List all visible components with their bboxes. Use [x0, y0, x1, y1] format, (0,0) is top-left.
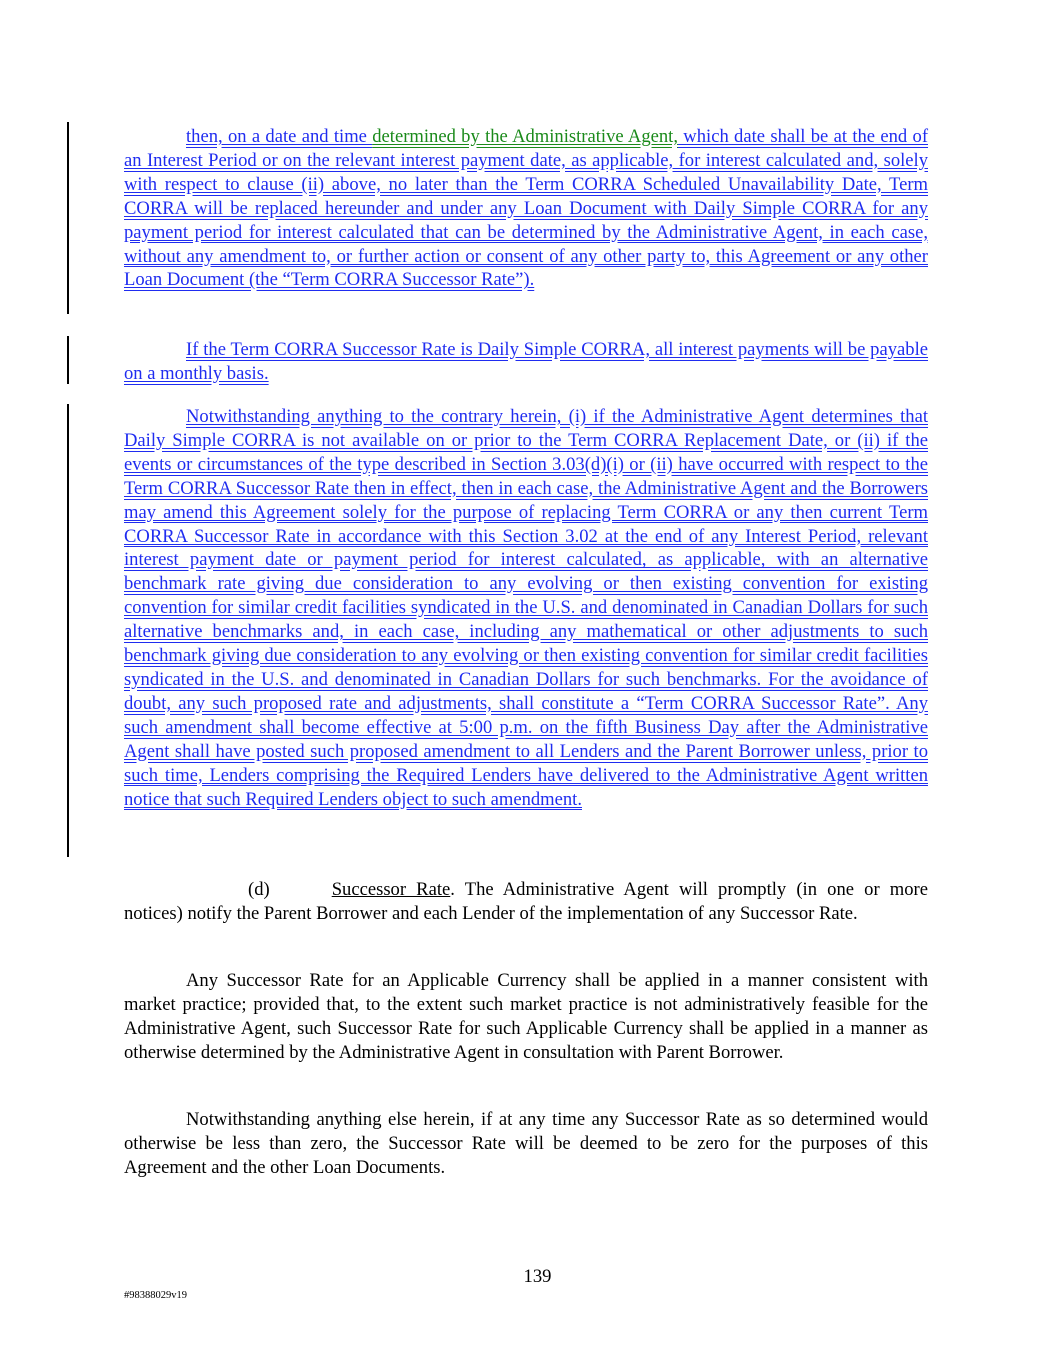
change-bar — [67, 122, 69, 314]
paragraph-monthly-payments — [124, 338, 928, 386]
change-bar — [67, 336, 69, 384]
inserted-text: If the Term CORRA Successor Rate is Daily Simple CORRA, all interest payments will be payable on a monthly basis. — [124, 339, 928, 384]
inserted-text: then, on a date and time — [186, 126, 373, 147]
paragraph-applicable-currency — [124, 969, 928, 1065]
change-bar — [67, 404, 69, 857]
paragraph-zero-floor — [124, 1108, 928, 1180]
paragraph-text: Notwithstanding anything else herein, if at any time any Successor Rate as so determined would otherwise be less than zero, the Successor Rate will be deemed to be zero for the purposes of this Agreement and the other Loan Documents. — [124, 1109, 928, 1178]
paragraph-text: Any Successor Rate for an Applicable Currency shall be applied in a manner consistent with market practice; provided that, to the extent such market practice is not administratively feasible for the Administrative Agent, such Successor Rate for such Applicable Currency shall be applied in a manner as otherwise determined by the Administrative Agent in consultation with Parent Borrower. — [124, 970, 928, 1063]
moved-text: determined by the Administrative Agent, — [372, 126, 678, 147]
clause-label: (d) — [248, 879, 270, 900]
paragraph-successor-rate — [124, 878, 928, 926]
document-id: #98388029v19 — [124, 1290, 187, 1301]
page-number: 139 — [523, 1266, 552, 1287]
paragraph-notwithstanding-amendment — [124, 405, 928, 811]
paragraph-text: . The Administrative Agent will promptly (in one or more notices) notify the Parent Borrower and each Lender of the implementation of any Successor Rate. — [124, 879, 928, 924]
section-heading: Successor Rate — [331, 879, 451, 900]
inserted-text: which date shall be at the end of an Interest Period or on the relevant interest payment date, as applicable, for interest calculated and, solely with respect to clause (ii) above, no later than the Term CORRA Scheduled Unavailability Date, Term CORRA will be replaced hereunder and under any Loan Document with Daily Simple CORRA for any payment period for interest calculated that can be determined by the Administrative Agent, in each case, without any amendment to, or further action or consent of any other party to, this Agreement or any other Loan Document (the “Term CORRA Successor Rate”). — [124, 126, 929, 291]
paragraph-term-corra-successor — [124, 125, 928, 292]
inserted-text: Notwithstanding anything to the contrary herein, (i) if the Administrative Agent determines that Daily Simple CORRA is not available on or prior to the Term CORRA Replacement Date, or (ii) if the events or circumstances of the type described in Section 3.03(d)(i) or (ii) have occurred with respect to the Term CORRA Successor Rate then in effect, then in each case, the Administrative Agent and the Borrowers may amend this Agreement solely for the purpose of replacing Term CORRA or any then current Term CORRA Successor Rate in accordance with this Section 3.02 at the end of any Interest Period, relevant interest payment date or payment period for interest calculated, as applicable, with an alternative benchmark rate giving due consideration to any evolving or then existing convention for existing convention for similar credit facilities syndicated in the U.S. and denominated in Canadian Dollars for such alternative benchmarks and, in each case, including any mathematical or other adjustments to such benchmark giving due consideration to any evolving or then existing convention for similar credit facilities syndicated in the U.S. and denominated in Canadian Dollars for such benchmarks. For the avoidance of doubt, any such proposed rate and adjustments, shall constitute a “Term CORRA Successor Rate”. Any such amendment shall become effective at 5:00 p.m. on the fifth Business Day after the Administrative Agent shall have posted such proposed amendment to all Lenders and the Parent Borrower unless, prior to such time, Lenders comprising the Required Lenders have delivered to the Administrative Agent written notice that such Required Lenders object to such amendment. — [124, 406, 928, 810]
